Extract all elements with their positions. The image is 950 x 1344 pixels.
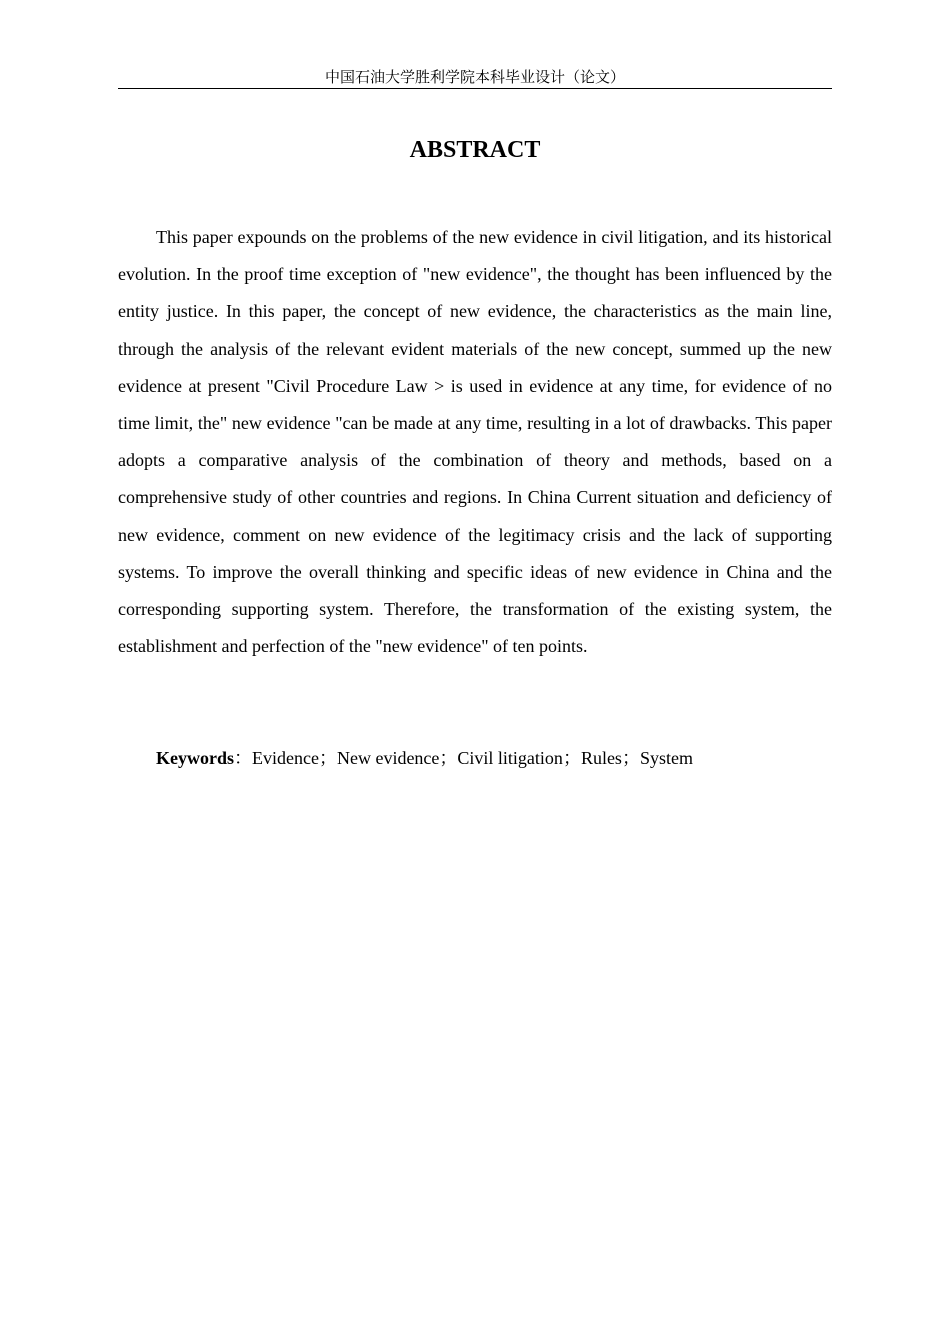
keyword-separator: ；: [562, 748, 581, 769]
running-header: 中国石油大学胜利学院本科毕业设计（论文）: [324, 68, 625, 86]
abstract-heading: ABSTRACT: [409, 137, 541, 163]
keyword-item: Rules: [580, 748, 622, 768]
keyword-item: System: [639, 748, 693, 768]
keyword-separator: ；: [621, 748, 640, 769]
keywords-line: [156, 740, 832, 777]
keywords-label-separator: ：: [234, 748, 252, 769]
keyword-item: Civil litigation: [457, 748, 563, 768]
abstract-body: This paper expounds on the problems of the new evidence in civil litigation, and its historical evolution. In the proof time exception of "new evidence", the thought has been influenced by the entity justice. In this paper, the concept of new evidence, the characteristics as the main line, through the analysis of the relevant evident materials of the new concept, summed up the new evidence at present "Civil Procedure Law > is used in evidence at any time, for evidence of no time limit, the" new evidence "can be made at any time, resulting in a lot of drawbacks. This paper adopts a comparative analysis of the combination of theory and methods, based on a comprehensive study of other countries and regions. In China Current situation and deficiency of new evidence, comment on new evidence of the legitimacy crisis and the lack of supporting systems. To improve the overall thinking and specific ideas of new evidence in China and the corresponding supporting system. Therefore, the transformation of the existing system, the establishment and perfection of the "new evidence" of ten points.: [118, 227, 832, 657]
keyword-separator: ；: [439, 748, 458, 769]
keywords-label: Keywords: [156, 748, 234, 768]
keyword-item: New evidence: [336, 748, 440, 768]
keyword-separator: ；: [318, 748, 337, 769]
keyword-item: Evidence: [252, 748, 319, 768]
header-rule: [118, 88, 832, 89]
